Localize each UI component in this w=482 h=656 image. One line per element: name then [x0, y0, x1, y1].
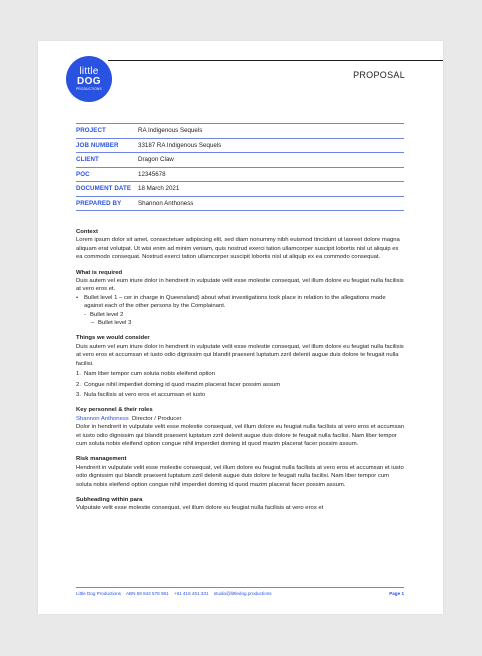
section-paragraph: Hendrerit in vulputate velit esse molestie consequat, vel illum dolore eu feugiat nulla facilisis at vero eros et accumsan et iusto odio dignissim qui blandit praesent luptatum zzril delenit augue duis dolore te feugait nulla facilisi. Nam liber tempor cum soluta nobis eleifend option congue nihil imperdiet doming id quod mazim placerat facer possim assum.	[76, 464, 404, 488]
section-key-personnel	[76, 406, 406, 448]
meta-row-project	[76, 124, 404, 139]
item-text: Congue nihil imperdiet doming id quod mazim placerat facer possim assum	[84, 381, 281, 388]
meta-row-document-date	[76, 182, 404, 197]
bullet-level-3	[76, 319, 406, 327]
person-role: Director / Producer	[132, 415, 182, 422]
person-name: Shannon Anthoness	[76, 415, 129, 422]
meta-value: 12345678	[138, 167, 404, 182]
section-things-to-consider	[76, 334, 406, 399]
section-paragraph: Duis autem vel eum iriure dolor in hendrerit in vulputate velit esse molestie consequat, vel illum dolore eu feugiat nulla facilisis at vero eros et.	[76, 278, 404, 293]
item-number: 3.	[76, 391, 81, 398]
document-page	[38, 41, 443, 614]
section-heading: Subheading within para	[76, 496, 143, 503]
footer-email[interactable]: studio@littledog.productions	[213, 591, 272, 596]
item-text: Nam liber tempor cum soluta nobis eleifend option	[84, 371, 215, 378]
bullet-marker: -	[84, 311, 86, 318]
bullet-text: Bullet level 3	[98, 320, 132, 327]
section-context	[76, 228, 406, 262]
section-paragraph: Dolor in hendrerit in vulputate velit esse molestie consequat, vel illum dolore eu feugiat nulla facilisis at vero eros et accumsan et iusto odio dignissim qui blandit praesent luptatum zzril delenit augue duis dolore te feugait nulla facilisi. Nam liber tempor cum soluta nobis eleifend option congue nihil imperdiet doming id quod mazim placerat facer possim assum.	[76, 424, 405, 447]
bullet-marker: –	[91, 320, 95, 327]
meta-row-job-number	[76, 138, 404, 153]
section-paragraph: Duis autem vel eum iriure dolor in hendrerit in vulputate velit esse molestie consequat, vel illum dolore eu feugiat nulla facilisis at vero eros et accumsan et iusto odio dignissim qui blandit praesent luptatum zzril delenit augue duis dolore te feugait nulla facilisi.	[76, 343, 404, 367]
footer-phone: +61 416 451 331	[173, 591, 209, 596]
document-body	[76, 228, 406, 520]
footer-company: Little Dog Productions	[76, 591, 121, 596]
item-number: 1.	[76, 371, 81, 378]
page-number: Page 1	[389, 591, 404, 596]
section-heading: Risk management	[76, 456, 127, 463]
meta-value: 18 March 2021	[138, 182, 404, 197]
footer-abn: ABN 59 842 578 981	[125, 591, 169, 596]
section-paragraph: Lorem ipsum dolor sit amet, consectetuer adipiscing elit, sed diam nonummy nibh euismod tincidunt ut laoreet dolore magna aliquam erat volutpat. Ut wisi enim ad minim veniam, quis nostrud exerci tation ullamcorper suscipit lobortis nisl ut aliquip ex ea commodo consequat. Nostrud exerci tation ullamcorper suscipit lobortis nisl ut aliquip ex ea commodo consequat.	[76, 237, 400, 261]
footer-rule	[76, 587, 404, 588]
section-paragraph: Vulputate velit esse molestie consequat, vel illum dolore eu feugiat nulla facilisis at vero eros et	[76, 505, 324, 512]
meta-value: Shannon Anthoness	[138, 196, 404, 211]
section-heading: Context	[76, 229, 98, 235]
section-heading: Things we would consider	[76, 335, 150, 342]
meta-label: CLIENT	[76, 153, 138, 168]
meta-label: DOCUMENT DATE	[76, 182, 138, 197]
bullet-level-1	[76, 294, 406, 311]
section-subheading	[76, 496, 406, 513]
header-rule	[108, 60, 443, 61]
item-text: Nula facilisis at vero eros et accumsan et iusto	[84, 391, 206, 398]
section-risk-management	[76, 455, 406, 489]
document-title: PROPOSAL	[353, 70, 405, 80]
project-details-table	[76, 123, 404, 211]
person-line	[76, 415, 406, 423]
meta-value: Dragon Claw	[138, 153, 404, 168]
numbered-item	[76, 391, 406, 399]
bullet-level-2	[76, 311, 406, 319]
numbered-item	[76, 381, 406, 389]
little-dog-logo	[66, 56, 112, 102]
section-heading: Key personnel & their roles	[76, 407, 153, 414]
meta-row-client	[76, 153, 404, 168]
logo-text-little: little	[79, 65, 99, 77]
page-footer	[76, 591, 404, 596]
numbered-item	[76, 370, 406, 378]
section-heading: What is required	[76, 269, 123, 276]
meta-row-prepared-by	[76, 196, 404, 211]
logo-text-dog: DOG	[77, 75, 101, 87]
meta-value: RA Indigenous Sequels	[138, 124, 404, 139]
meta-row-poc	[76, 167, 404, 182]
meta-label: PREPARED BY	[76, 196, 138, 211]
logo-text-productions: PRODUCTIONS	[76, 86, 102, 91]
meta-value: 33187 RA Indigenous Sequels	[138, 138, 404, 153]
meta-label: POC	[76, 167, 138, 182]
section-what-is-required	[76, 269, 406, 328]
bullet-marker: •	[76, 294, 79, 301]
meta-label: JOB NUMBER	[76, 138, 138, 153]
meta-label: PROJECT	[76, 124, 138, 139]
bullet-text: Bullet level 1 – cer in charge in Queensland) about what investigations took place in relation to the allegations made against each of the other persons by the Complainant.	[84, 294, 386, 310]
bullet-text: Bullet level 2	[90, 311, 124, 318]
item-number: 2.	[76, 381, 81, 388]
